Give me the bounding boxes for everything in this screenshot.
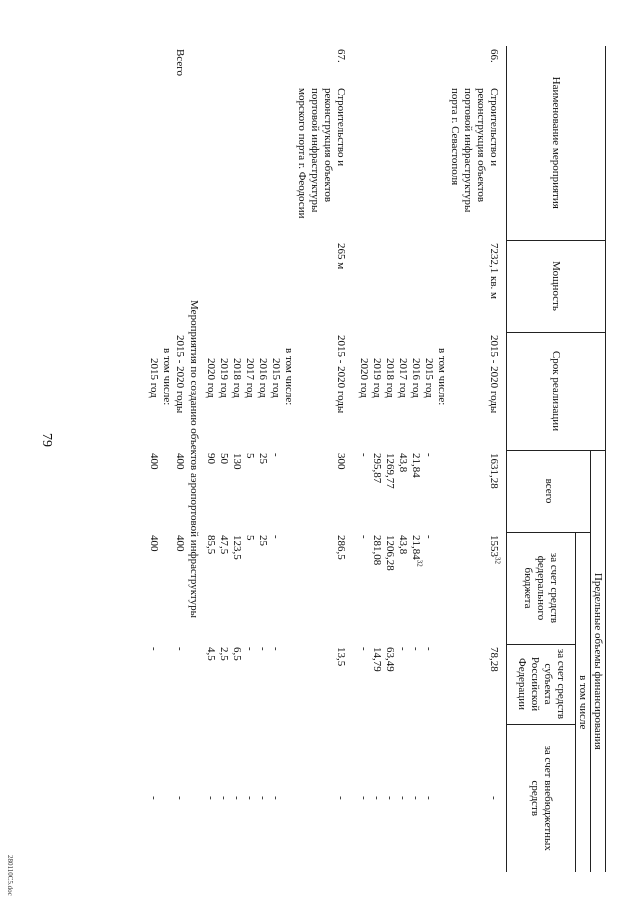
row-federal bbox=[396, 532, 409, 644]
row-total: - bbox=[270, 453, 282, 457]
table-row bbox=[448, 46, 507, 872]
row-federal bbox=[230, 532, 243, 644]
federal-value: 5 bbox=[244, 535, 256, 541]
row-federal bbox=[448, 532, 507, 644]
row-name bbox=[217, 82, 230, 240]
table-row bbox=[396, 46, 409, 872]
row-capacity bbox=[269, 240, 282, 332]
row-regional bbox=[160, 644, 173, 724]
row-regional: 6,5 bbox=[231, 647, 243, 661]
section-row bbox=[186, 46, 204, 872]
row-extra bbox=[435, 724, 448, 872]
row-number bbox=[269, 46, 282, 82]
row-federal bbox=[370, 532, 383, 644]
row-number bbox=[230, 46, 243, 82]
table-row bbox=[256, 46, 269, 872]
row-number bbox=[435, 46, 448, 82]
row-extra bbox=[160, 724, 173, 872]
row-regional: - bbox=[244, 647, 256, 651]
table-row bbox=[295, 46, 353, 872]
row-period: 2020 год bbox=[358, 358, 370, 398]
header-capacity: Мощность bbox=[507, 240, 606, 332]
row-number: 66. bbox=[488, 49, 500, 63]
row-federal bbox=[422, 532, 435, 644]
row-name bbox=[357, 82, 370, 240]
federal-value: 47,5 bbox=[218, 535, 230, 555]
row-name bbox=[230, 82, 243, 240]
row-number bbox=[383, 46, 396, 82]
row-total bbox=[282, 450, 295, 532]
row-federal bbox=[357, 532, 370, 644]
row-regional: - bbox=[423, 647, 435, 651]
row-regional: 13,5 bbox=[335, 647, 347, 667]
row-extra: - bbox=[257, 796, 269, 800]
table-row bbox=[370, 46, 383, 872]
row-extra: - bbox=[335, 796, 347, 800]
header-financing: Предельные объемы финансирования bbox=[591, 450, 606, 872]
row-period: 2018 год bbox=[384, 358, 396, 398]
row-extra: - bbox=[244, 796, 256, 800]
table-row bbox=[243, 46, 256, 872]
row-period: 2016 год bbox=[410, 358, 422, 398]
federal-value: 286,5 bbox=[335, 535, 347, 560]
row-total: 5 bbox=[244, 453, 256, 459]
federal-value: - bbox=[358, 535, 370, 539]
row-federal bbox=[269, 532, 282, 644]
row-regional: 2,5 bbox=[218, 647, 230, 661]
row-period: 2015 год bbox=[423, 358, 435, 398]
row-federal bbox=[383, 532, 396, 644]
row-extra: - bbox=[488, 796, 500, 800]
row-label bbox=[160, 46, 173, 332]
table-row bbox=[230, 46, 243, 872]
table-row bbox=[383, 46, 396, 872]
table-row bbox=[204, 46, 217, 872]
table-row bbox=[160, 46, 173, 872]
row-regional: - bbox=[257, 647, 269, 651]
row-name bbox=[422, 82, 435, 240]
row-name bbox=[435, 82, 448, 240]
row-regional: 78,28 bbox=[488, 647, 500, 672]
row-total: 1269,77 bbox=[384, 453, 396, 489]
row-total: 90 bbox=[205, 453, 217, 464]
row-number bbox=[243, 46, 256, 82]
table-row bbox=[422, 46, 435, 872]
row-regional bbox=[435, 644, 448, 724]
row-regional: - bbox=[270, 647, 282, 651]
table-row bbox=[282, 46, 295, 872]
row-capacity bbox=[282, 240, 295, 332]
row-number bbox=[409, 46, 422, 82]
row-period: 2015 - 2020 годы bbox=[335, 335, 347, 414]
footnote-ref: 32 bbox=[415, 559, 424, 567]
row-total bbox=[160, 450, 173, 532]
row-extra: - bbox=[397, 796, 409, 800]
row-extra: - bbox=[205, 796, 217, 800]
row-period: 2016 год bbox=[257, 358, 269, 398]
row-period: 2015 год bbox=[270, 358, 282, 398]
row-name bbox=[396, 82, 409, 240]
row-federal bbox=[256, 532, 269, 644]
row-extra: - bbox=[371, 796, 383, 800]
row-extra: - bbox=[384, 796, 396, 800]
row-period: 2019 год bbox=[218, 358, 230, 398]
row-label bbox=[147, 46, 160, 332]
row-number bbox=[357, 46, 370, 82]
row-total: 43,8 bbox=[397, 453, 409, 473]
row-name bbox=[282, 82, 295, 240]
row-extra: - bbox=[174, 796, 186, 800]
row-period: в том числе: bbox=[161, 348, 173, 406]
row-capacity bbox=[357, 240, 370, 332]
row-federal: 400 bbox=[148, 535, 160, 552]
row-federal: 400 bbox=[174, 535, 186, 552]
page-number: 79 bbox=[39, 433, 54, 447]
federal-value: 43,8 bbox=[397, 535, 409, 555]
row-regional: - bbox=[148, 647, 160, 651]
row-period: в том числе: bbox=[283, 348, 295, 406]
row-capacity bbox=[422, 240, 435, 332]
row-federal bbox=[295, 532, 353, 644]
financing-table bbox=[147, 46, 606, 872]
row-total: 295,87 bbox=[371, 453, 383, 484]
row-number bbox=[370, 46, 383, 82]
row-regional: - bbox=[358, 647, 370, 651]
row-period: 2019 год bbox=[371, 358, 383, 398]
row-total: 1631,28 bbox=[488, 453, 500, 489]
table-row bbox=[147, 46, 160, 872]
header-period: Срок реализации bbox=[507, 332, 606, 450]
row-total: - bbox=[358, 453, 370, 457]
row-total: 300 bbox=[335, 453, 347, 470]
row-capacity bbox=[256, 240, 269, 332]
row-extra: - bbox=[231, 796, 243, 800]
row-regional: - bbox=[397, 647, 409, 651]
spacer-row bbox=[353, 46, 357, 872]
header-federal: за счет средств федерального бюджета bbox=[507, 532, 576, 644]
row-total: 400 bbox=[148, 453, 160, 470]
table-row bbox=[435, 46, 448, 872]
row-label: Всего bbox=[174, 49, 186, 76]
header-extrabudget: за счет внебюджетных средств bbox=[507, 724, 576, 872]
row-period: 2017 год bbox=[244, 358, 256, 398]
row-capacity bbox=[409, 240, 422, 332]
row-regional: 14,79 bbox=[371, 647, 383, 672]
row-name: Строительство и реконструкция объектов портовой инфраструктуры порта г. Севастополя bbox=[449, 88, 500, 213]
row-number bbox=[204, 46, 217, 82]
federal-value: 281,08 bbox=[371, 535, 383, 566]
row-extra bbox=[282, 724, 295, 872]
row-federal bbox=[160, 532, 173, 644]
table-header bbox=[507, 46, 606, 872]
row-number bbox=[217, 46, 230, 82]
row-capacity bbox=[204, 240, 217, 332]
federal-value: 21,84 bbox=[410, 535, 422, 560]
row-extra: - bbox=[148, 796, 160, 800]
federal-value: 1206,28 bbox=[384, 535, 396, 571]
row-total: 400 bbox=[174, 453, 186, 470]
row-number bbox=[256, 46, 269, 82]
row-period: 2020 год bbox=[205, 358, 217, 398]
row-total bbox=[435, 450, 448, 532]
row-period: в том числе: bbox=[436, 348, 448, 406]
row-number bbox=[396, 46, 409, 82]
federal-value: 123,5 bbox=[231, 535, 243, 560]
table-row bbox=[173, 46, 186, 872]
row-capacity: 265 м bbox=[335, 243, 347, 270]
row-name bbox=[370, 82, 383, 240]
federal-value: - bbox=[270, 535, 282, 539]
row-name bbox=[269, 82, 282, 240]
row-federal bbox=[435, 532, 448, 644]
row-regional bbox=[282, 644, 295, 724]
header-regional: за счет средств субъекта Российской Федерации bbox=[507, 644, 576, 724]
row-federal bbox=[282, 532, 295, 644]
row-federal bbox=[217, 532, 230, 644]
row-name bbox=[409, 82, 422, 240]
row-capacity bbox=[396, 240, 409, 332]
header-total: всего bbox=[507, 450, 591, 532]
row-regional: - bbox=[174, 647, 186, 651]
row-total: 130 bbox=[231, 453, 243, 470]
table-row bbox=[409, 46, 422, 872]
row-number bbox=[282, 46, 295, 82]
row-total: 25 bbox=[257, 453, 269, 464]
table-row bbox=[357, 46, 370, 872]
row-extra: - bbox=[358, 796, 370, 800]
row-period: 2017 год bbox=[397, 358, 409, 398]
row-regional: - bbox=[410, 647, 422, 651]
document-filename: 280110C5.doc bbox=[6, 855, 14, 896]
row-extra: - bbox=[410, 796, 422, 800]
row-federal bbox=[204, 532, 217, 644]
row-period: 2018 год bbox=[231, 358, 243, 398]
federal-value: - bbox=[423, 535, 435, 539]
row-name bbox=[383, 82, 396, 240]
row-number: 67. bbox=[335, 49, 347, 63]
row-federal bbox=[243, 532, 256, 644]
row-total: - bbox=[423, 453, 435, 457]
row-capacity bbox=[217, 240, 230, 332]
row-regional: 4,5 bbox=[205, 647, 217, 661]
row-extra: - bbox=[218, 796, 230, 800]
header-including: в том числе bbox=[576, 532, 591, 872]
footnote-ref: 32 bbox=[493, 557, 502, 564]
row-period: 2015 год bbox=[148, 358, 160, 398]
row-capacity bbox=[243, 240, 256, 332]
row-total: 50 bbox=[218, 453, 230, 464]
row-total: 21,84 bbox=[410, 453, 422, 478]
table-row bbox=[269, 46, 282, 872]
row-federal bbox=[409, 532, 422, 644]
federal-value: 25 bbox=[257, 535, 269, 546]
row-name bbox=[204, 82, 217, 240]
section-title: Мероприятия по созданию объектов аэропортовой инфраструктуры bbox=[188, 300, 200, 618]
row-extra: - bbox=[270, 796, 282, 800]
row-number bbox=[422, 46, 435, 82]
row-capacity: 7232,1 кв. м bbox=[488, 243, 500, 299]
row-period: 2015 - 2020 годы bbox=[488, 335, 500, 414]
federal-value: 1553 bbox=[488, 535, 500, 557]
federal-value: 85,5 bbox=[205, 535, 217, 555]
row-name bbox=[243, 82, 256, 240]
table-row bbox=[217, 46, 230, 872]
row-name: Строительство и реконструкция объектов портовой инфраструктуры морского порта г. Феодосии bbox=[296, 88, 347, 219]
row-capacity bbox=[230, 240, 243, 332]
header-name: Наименование мероприятия bbox=[507, 46, 606, 240]
row-name bbox=[256, 82, 269, 240]
row-regional: 63,49 bbox=[384, 647, 396, 672]
row-capacity bbox=[435, 240, 448, 332]
row-period: 2015 - 2020 годы bbox=[174, 335, 186, 414]
row-extra: - bbox=[423, 796, 435, 800]
row-capacity bbox=[370, 240, 383, 332]
row-capacity bbox=[383, 240, 396, 332]
spacer-cell bbox=[353, 46, 357, 872]
table-body bbox=[147, 46, 507, 872]
